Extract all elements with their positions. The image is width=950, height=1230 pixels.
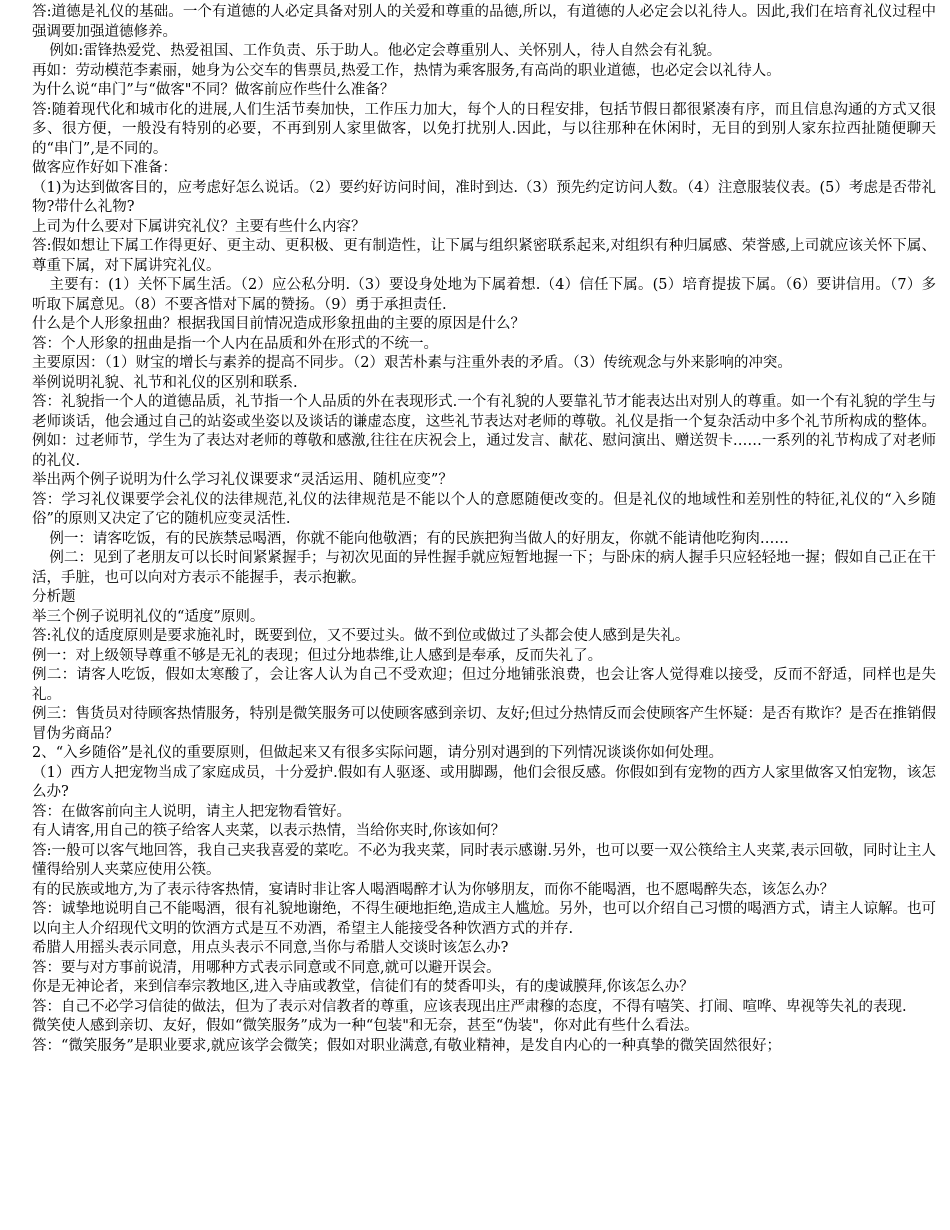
paragraph: 什么是个人形象扭曲？根据我国目前情况造成形象扭曲的主要的原因是什么？ bbox=[32, 316, 525, 332]
paragraph: 你是无神论者，来到信奉宗教地区,进入寺庙或教堂，信徒们有的焚香叩头，有的虔诚膜拜,你该怎么办？ bbox=[32, 979, 694, 995]
paragraph: 上司为什么要对下属讲究礼仪？主要有些什么内容？ bbox=[32, 218, 366, 235]
paragraph: 答：礼貌指一个人的道德品质，礼节指一个人品质的外在表现形式.一个有礼貌的人要靠礼节才能表达出对别人的尊重。如一个有礼貌的学生与老师谈话，他会通过自己的站姿或坐姿以及谈话的谦虚态度，这些礼节表达对老师的尊敬。礼仪是指一个复杂活动中多个礼节所构成的整体。例如：过老师节，学生为了表达对老师的尊敬和感激,往往在庆祝会上，通过发言、献花、慰问演出、赠送贺卡……一系列的礼节构成了对老师的礼仪. bbox=[32, 394, 936, 469]
paragraph: 举出两个例子说明为什么学习礼仪课要求“灵活运用、随机应变”？ bbox=[32, 472, 453, 488]
paragraph: 主要原因：（1）财宝的增长与素养的提高不同步。（2）艰苦朴素与注重外表的矛盾。（3）传统观念与外来影响的冲突。 bbox=[32, 355, 792, 371]
paragraph: 答：学习礼仪课要学会礼仪的法律规范,礼仪的法律规范是不能以个人的意愿随便改变的。但是礼仪的地域性和差别性的特征,礼仪的“入乡随俗”的原则又决定了它的随机应变灵活性. bbox=[32, 491, 936, 527]
paragraph: 答:随着现代化和城市化的进展,人们生活节奏加快，工作压力加大，每个人的日程安排，包括节假日都很紧凑有序，而且信息沟通的方式又很多、很方便，一般没有特别的必要，不再到别人家里做客，以免打扰别人.因此，与以往那种在休闲时，无目的到别人家东拉西扯随便聊天的“串门”,是不同的。 bbox=[32, 101, 936, 157]
paragraph: 举例说明礼貌、礼节和礼仪的区别和联系. bbox=[32, 374, 298, 391]
paragraph: 例二：见到了老朋友可以长时间紧紧握手；与初次见面的异性握手就应短暂地握一下；与卧床的病人握手只应轻轻地一握；假如自己正在干活，手脏，也可以向对方表示不能握手，表示抱歉。 bbox=[32, 550, 936, 586]
paragraph: 有的民族或地方,为了表示待客热情，宴请时非让客人喝酒喝醉才认为你够朋友，而你不能喝酒，也不愿喝醉失态，该怎么办？ bbox=[32, 881, 835, 898]
paragraph: 微笑使人感到亲切、友好，假如“微笑服务”成为一种“包装"和无奈，甚至“伪装"，你对此有些什么看法。 bbox=[32, 1018, 699, 1034]
paragraph: 答：诚挚地说明自己不能喝酒，很有礼貌地谢绝，不得生硬地拒绝,造成主人尴尬。另外，也可以介绍自己习惯的喝酒方式，请主人谅解。也可以向主人介绍现代文明的饮酒方式是互不劝酒，希望主人能接受各种饮酒方式的并存. bbox=[32, 901, 936, 937]
paragraph: 例一：对上级领导尊重不够是无礼的表现；但过分地恭维,让人感到是奉承，反而失礼了。 bbox=[32, 647, 603, 664]
paragraph: 答:一般可以客气地回答，我自己夹我喜爱的菜吃。不必为我夹菜，同时表示感谢.另外，也可以要一双公筷给主人夹菜,表示回敬，同时让主人懂得给别人夹菜应使用公筷。 bbox=[32, 842, 936, 878]
paragraph: 主要有：(1）关怀下属生活。（2）应公私分明.（3）要设身处地为下属着想.（4）信任下属。(5）培育提拔下属。（6）要讲信用。（7）多听取下属意见。（8）不要吝惜对下属的赞扬。（9）勇于承担责任. bbox=[32, 277, 936, 313]
paragraph: 例二：请客人吃饭，假如太寒酸了，会让客人认为自己不受欢迎；但过分地铺张浪费，也会让客人觉得难以接受，反而不舒适，同样也是失礼。 bbox=[32, 667, 936, 703]
paragraph: 为什么说“串门”与“做客"不同？做客前应作些什么准备？ bbox=[32, 82, 395, 98]
paragraph: 答:道德是礼仪的基础。一个有道德的人必定具备对别人的关爱和尊重的品德,所以，有道德的人必定会以礼待人。因此,我们在培育礼仪过程中强调要加强道德修养。 bbox=[32, 4, 936, 40]
paragraph: 举三个例子说明礼仪的“适度”原则。 bbox=[32, 608, 265, 625]
paragraph: 例三：售货员对待顾客热情服务，特别是微笑服务可以使顾客感到亲切、友好;但过分热情反而会使顾客产生怀疑：是否有欺诈？是否在推销假冒伪劣商品？ bbox=[32, 706, 936, 742]
paragraph: 答：个人形象的扭曲是指一个人内在品质和外在形式的不统一。 bbox=[32, 335, 438, 352]
paragraph: 分析题 bbox=[32, 589, 76, 605]
paragraph: （1）西方人把宠物当成了家庭成员，十分爱护.假如有人驱逐、或用脚踢，他们会很反感。你假如到有宠物的西方人家里做客又怕宠物，该怎么办? bbox=[32, 764, 936, 800]
paragraph: 2、“入乡随俗”是礼仪的重要原则，但做起来又有很多实际问题，请分别对遇到的下列情况谈谈你如何处理。 bbox=[32, 745, 724, 761]
paragraph: 答：“微笑服务”是职业要求,就应该学会微笑；假如对职业满意,有敬业精神，是发自内心的一种真挚的微笑固然很好； bbox=[32, 1037, 782, 1054]
paragraph: 有人请客,用自己的筷子给客人夹菜，以表示热情，当给你夹时,你该如何？ bbox=[32, 823, 506, 839]
paragraph: 答：在做客前向主人说明，请主人把宠物看管好。 bbox=[32, 803, 351, 820]
paragraph: 答:礼仪的适度原则是要求施礼时，既要到位，又不要过头。做不到位或做过了头都会使人感到是失礼。 bbox=[32, 628, 690, 644]
paragraph: （1)为达到做客目的，应考虑好怎么说话。（2）要约好访问时间，准时到达.（3）预先约定访问人数。（4）注意服装仪表。(5）考虑是否带礼物?带什么礼物? bbox=[32, 179, 936, 215]
paragraph: 再如：劳动模范李素丽，她身为公交车的售票员,热爱工作，热情为乘客服务,有高尚的职业道德，也必定会以礼待人。 bbox=[32, 62, 781, 79]
paragraph: 答：要与对方事前说清，用哪种方式表示同意或不同意,就可以避开误会。 bbox=[32, 959, 501, 976]
paragraph: 做客应作好如下准备： bbox=[32, 160, 177, 176]
paragraph: 例一：请客吃饭，有的民族禁忌喝酒，你就不能向他敬酒；有的民族把狗当做人的好朋友，你就不能请他吃狗肉…… bbox=[49, 530, 789, 547]
paragraph: 例如:雷锋热爱党、热爱祖国、工作负责、乐于助人。他必定会尊重别人、关怀别人，待人自然会有礼貌。 bbox=[49, 43, 722, 59]
paragraph: 答：自己不必学习信徒的做法，但为了表示对信教者的尊重，应该表现出庄严肃穆的态度，不得有嘻笑、打闹、喧哗、卑视等失礼的表现. bbox=[32, 998, 907, 1015]
paragraph: 希腊人用摇头表示同意，用点头表示不同意,当你与希腊人交谈时该怎么办? bbox=[32, 940, 509, 956]
paragraph: 答:假如想让下属工作得更好、更主动、更积极、更有制造性，让下属与组织紧密联系起来,对组织有种归属感、荣誉感,上司就应该关怀下属、尊重下属，对下属讲究礼仪。 bbox=[32, 238, 936, 274]
